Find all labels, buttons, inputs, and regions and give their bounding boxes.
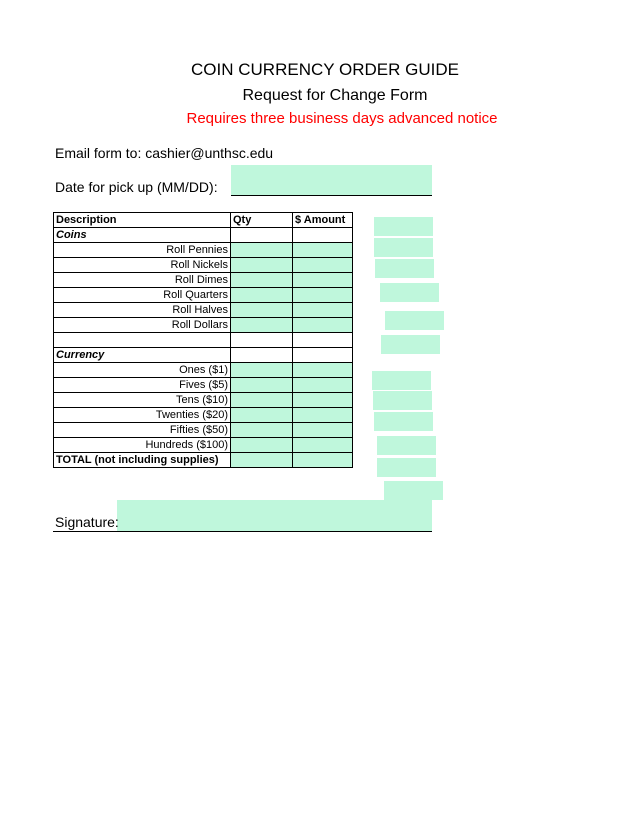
- order-table: [53, 212, 353, 468]
- table-row: [54, 408, 353, 423]
- table-row: [54, 243, 353, 258]
- pickup-date-input[interactable]: [231, 165, 432, 196]
- table-row: [54, 363, 353, 378]
- amount-input-roll-quarters[interactable]: [295, 288, 350, 302]
- side-field-box[interactable]: [380, 283, 439, 302]
- qty-input-roll-pennies[interactable]: [233, 243, 290, 257]
- side-field-box[interactable]: [377, 436, 436, 455]
- amount-input-roll-nickels[interactable]: [295, 258, 350, 272]
- amount-input-roll-dimes[interactable]: [295, 273, 350, 287]
- qty-input-tens[interactable]: [233, 393, 290, 407]
- row-label-hundreds: Hundreds ($100): [54, 438, 231, 453]
- row-label-roll-quarters: Roll Quarters: [54, 288, 231, 303]
- form-title: COIN CURRENCY ORDER GUIDE: [191, 60, 459, 79]
- side-field-box[interactable]: [385, 311, 444, 330]
- form-subtitle: Request for Change Form: [242, 87, 428, 104]
- row-label-roll-dimes: Roll Dimes: [54, 273, 231, 288]
- total-row: [54, 453, 353, 468]
- table-header-row: [54, 213, 353, 228]
- qty-input-roll-quarters[interactable]: [233, 288, 290, 302]
- qty-input-roll-dimes[interactable]: [233, 273, 290, 287]
- qty-input-fives[interactable]: [233, 378, 290, 392]
- pickup-date-label: Date for pick up (MM/DD):: [55, 179, 218, 195]
- table-row: [54, 273, 353, 288]
- side-field-box[interactable]: [374, 238, 433, 257]
- currency-section-label: Currency: [54, 348, 231, 363]
- amount-input-hundreds[interactable]: [295, 438, 350, 452]
- amount-input-fifties[interactable]: [295, 423, 350, 437]
- amount-input-tens[interactable]: [295, 393, 350, 407]
- table-row: [54, 303, 353, 318]
- row-label-roll-halves: Roll Halves: [54, 303, 231, 318]
- side-field-box[interactable]: [375, 259, 434, 278]
- coins-section-row: [54, 228, 353, 243]
- side-field-box[interactable]: [374, 217, 433, 236]
- row-label-roll-nickels: Roll Nickels: [54, 258, 231, 273]
- signature-underline: [53, 531, 432, 532]
- coins-section-label: Coins: [54, 228, 231, 243]
- signature-label: Signature:: [55, 514, 119, 530]
- qty-input-twenties[interactable]: [233, 408, 290, 422]
- side-field-box[interactable]: [374, 412, 433, 431]
- spacer-row: [54, 333, 353, 348]
- amount-input-total[interactable]: [295, 453, 350, 467]
- side-field-box[interactable]: [373, 391, 432, 410]
- signature-input[interactable]: [117, 500, 432, 531]
- table-row: [54, 378, 353, 393]
- table-row: [54, 423, 353, 438]
- row-label-ones: Ones ($1): [54, 363, 231, 378]
- qty-input-roll-dollars[interactable]: [233, 318, 290, 332]
- row-label-roll-pennies: Roll Pennies: [54, 243, 231, 258]
- qty-input-ones[interactable]: [233, 363, 290, 377]
- table-row: [54, 318, 353, 333]
- notice-text: Requires three business days advanced notice: [186, 110, 498, 127]
- amount-input-roll-dollars[interactable]: [295, 318, 350, 332]
- side-field-box[interactable]: [377, 458, 436, 477]
- amount-input-fives[interactable]: [295, 378, 350, 392]
- amount-input-twenties[interactable]: [295, 408, 350, 422]
- column-header-qty: Qty: [231, 213, 293, 228]
- qty-input-roll-nickels[interactable]: [233, 258, 290, 272]
- row-label-fives: Fives ($5): [54, 378, 231, 393]
- qty-input-fifties[interactable]: [233, 423, 290, 437]
- row-label-twenties: Twenties ($20): [54, 408, 231, 423]
- row-label-tens: Tens ($10): [54, 393, 231, 408]
- amount-input-roll-halves[interactable]: [295, 303, 350, 317]
- table-row: [54, 288, 353, 303]
- email-instruction: Email form to: cashier@unthsc.edu: [55, 145, 274, 161]
- amount-input-roll-pennies[interactable]: [295, 243, 350, 257]
- table-row: [54, 438, 353, 453]
- currency-section-row: [54, 348, 353, 363]
- row-label-fifties: Fifties ($50): [54, 423, 231, 438]
- side-field-box[interactable]: [381, 335, 440, 354]
- table-row: [54, 258, 353, 273]
- side-field-box[interactable]: [372, 371, 431, 390]
- column-header-description: Description: [54, 213, 231, 228]
- total-label: TOTAL (not including supplies): [54, 453, 231, 468]
- qty-input-total[interactable]: [233, 453, 290, 467]
- column-header-amount: $ Amount: [293, 213, 353, 228]
- qty-input-hundreds[interactable]: [233, 438, 290, 452]
- amount-input-ones[interactable]: [295, 363, 350, 377]
- qty-input-roll-halves[interactable]: [233, 303, 290, 317]
- row-label-roll-dollars: Roll Dollars: [54, 318, 231, 333]
- table-row: [54, 393, 353, 408]
- side-field-box[interactable]: [384, 481, 443, 500]
